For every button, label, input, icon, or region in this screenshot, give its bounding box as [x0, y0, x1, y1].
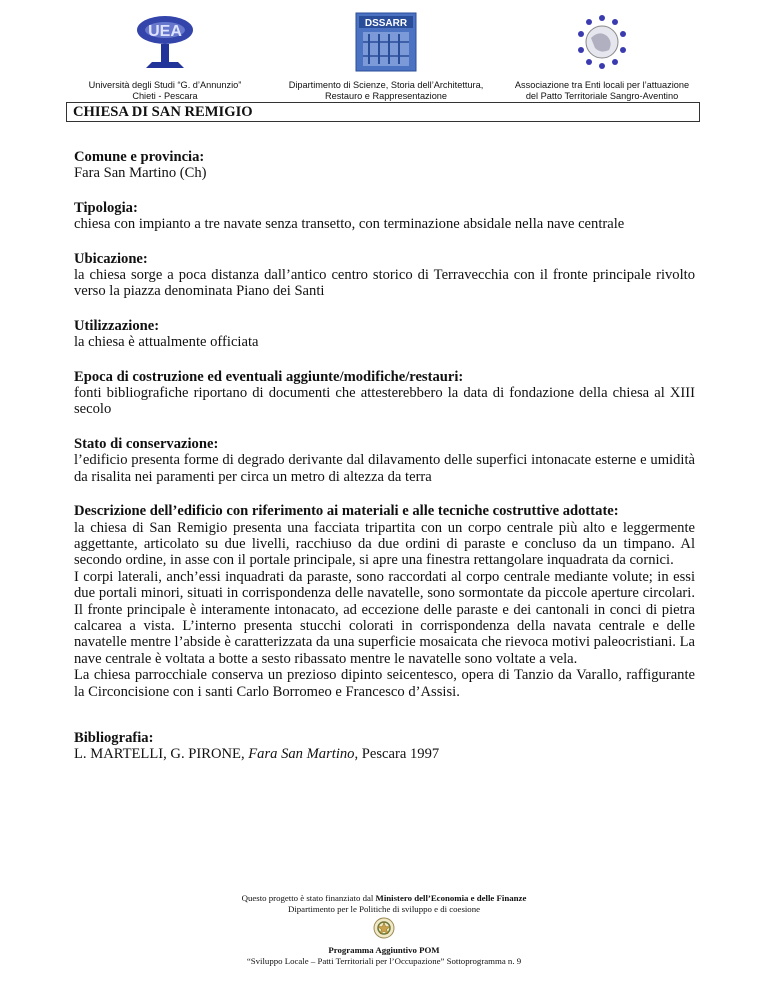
ubicazione-label: Ubicazione: [74, 250, 148, 267]
section-tipologia [74, 200, 695, 233]
page-title: CHIESA DI SAN REMIGIO [66, 102, 700, 122]
utilizzazione-value: la chiesa è attualmente officiata [74, 334, 259, 351]
tipologia-label: Tipologia: [74, 199, 138, 216]
stato-label: Stato di conservazione: [74, 435, 219, 452]
footer-department: Dipartimento per le Politiche di sviluppo e di coesione [287, 904, 481, 914]
tipologia-value: chiesa con impianto a tre navate senza transetto, con terminazione absidale nella nave centrale [74, 216, 625, 233]
comune-label: Comune e provincia: [74, 149, 205, 165]
stato-value: l’edificio presenta forme di degrado derivante dal dilavamento delle superfici intonacate esterne e umidità da risalita nei paramenti per circa un metro di altezza da terra [74, 452, 695, 485]
header-center [276, 12, 496, 102]
descrizione-label: Descrizione dell’edificio con riferimento ai materiali e alle tecniche costruttive adottate: [74, 503, 619, 520]
university-name: Università degli Studi “G. d’Annunzio” [88, 80, 242, 90]
department-logo [355, 12, 417, 72]
section-bibliografia [74, 730, 695, 763]
author-separator: , [163, 746, 171, 763]
document-body [74, 149, 695, 781]
department-name-line1: Dipartimento di Scienze, Storia dell’Architettura, [288, 80, 484, 90]
author2-surname: IRONE [196, 746, 241, 763]
footer-funding-prefix: Questo progetto è stato finanziato dal [241, 893, 376, 903]
association-name-line1: Associazione tra Enti locali per l’attuazione [514, 80, 690, 90]
ubicazione-value: la chiesa sorge a poca distanza dall’antico centro storico di Terravecchia con il fronte principale rivolto verso la piazza denominata Piano dei Santi [74, 267, 695, 300]
author2-initial: G. P [170, 746, 197, 763]
author1-initial: L. M [74, 746, 104, 763]
section-comune [74, 149, 695, 182]
header-right [502, 12, 702, 102]
descrizione-paragraph: la chiesa di San Remigio presenta una facciata tripartita con un corpo centrale più alto e leggermente aggettante, articolato su due livelli, racchiuso da due ordini di paraste e concluso da un timpano. Al secondo ordine, in asse con il portale principale, si apre una finestra rettangolare inquadrata da cornici. [74, 519, 695, 569]
epoca-value: fonti bibliografiche riportano di documenti che attesterebbero la data di fondazione della chiesa al XIII secolo [74, 385, 695, 418]
association-logo [577, 12, 627, 72]
comune-value: Fara San Martino (Ch) [74, 165, 207, 182]
department-logo-text: DSSARR [364, 18, 408, 29]
work-title: Fara San Martino [248, 746, 355, 763]
department-name-line2: Restauro e Rappresentazione [324, 91, 448, 101]
section-stato [74, 436, 695, 485]
footer-subprogramme: “Sviluppo Locale – Patti Territoriali per l’Occupazione” Sottoprogramma n. 9 [246, 956, 522, 966]
header-left [70, 12, 260, 102]
footer-programme: Programma Aggiuntivo POM [328, 945, 440, 955]
utilizzazione-label: Utilizzazione: [74, 317, 160, 334]
association-name-line2: del Patto Territoriale Sangro-Aventino [525, 91, 679, 101]
descrizione-paragraph: La chiesa parrocchiale conserva un prezioso dipinto seicentesco, opera di Tanzio da Varallo, raffigurante la Circoncisione con i santi Carlo Borromeo e Francesco d’Assisi. [74, 667, 695, 700]
footer-funding-line [0, 893, 768, 904]
descrizione-paragraph: I corpi laterali, anch’essi inquadrati da paraste, sono raccordati al corpo centrale mediante volute; in essi due portali minori, situati in corrispondenza delle navatelle, sono sormontate da piccole aperture circolari. Il fronte principale è interamente intonacato, ad eccezione delle paraste e dei cantonali in conci di pietra calcarea a vista. L’interno presenta stucchi colorati in corrispondenza della navata centrale e delle navatelle mentre l’abside è caratterizzata da una superficie mosaicata che rievoca motivi paleocristiani. La nave centrale è voltata a botte a sesto ribassato mentre le navatelle sono voltate a vela. [74, 568, 695, 667]
university-city: Chieti - Pescara [132, 91, 198, 101]
epoca-label: Epoca di costruzione ed eventuali aggiunte/modifiche/restauri: [74, 368, 464, 385]
university-logo [132, 12, 198, 72]
section-ubicazione [74, 251, 695, 300]
section-epoca [74, 369, 695, 418]
section-utilizzazione [74, 318, 695, 351]
place-year: , Pescara 1997 [354, 746, 440, 763]
university-logo-text: UEA [148, 23, 182, 40]
italian-republic-emblem-icon [373, 917, 395, 939]
footer-ministry: Ministero dell’Economia e delle Finanze [375, 893, 527, 903]
footer [0, 893, 768, 967]
section-descrizione [74, 503, 695, 700]
author1-surname: ARTELLI [103, 746, 164, 763]
bibliografia-label: Bibliografia: [74, 729, 154, 746]
bibliografia-entry [74, 746, 439, 762]
work-separator: , [240, 746, 249, 763]
